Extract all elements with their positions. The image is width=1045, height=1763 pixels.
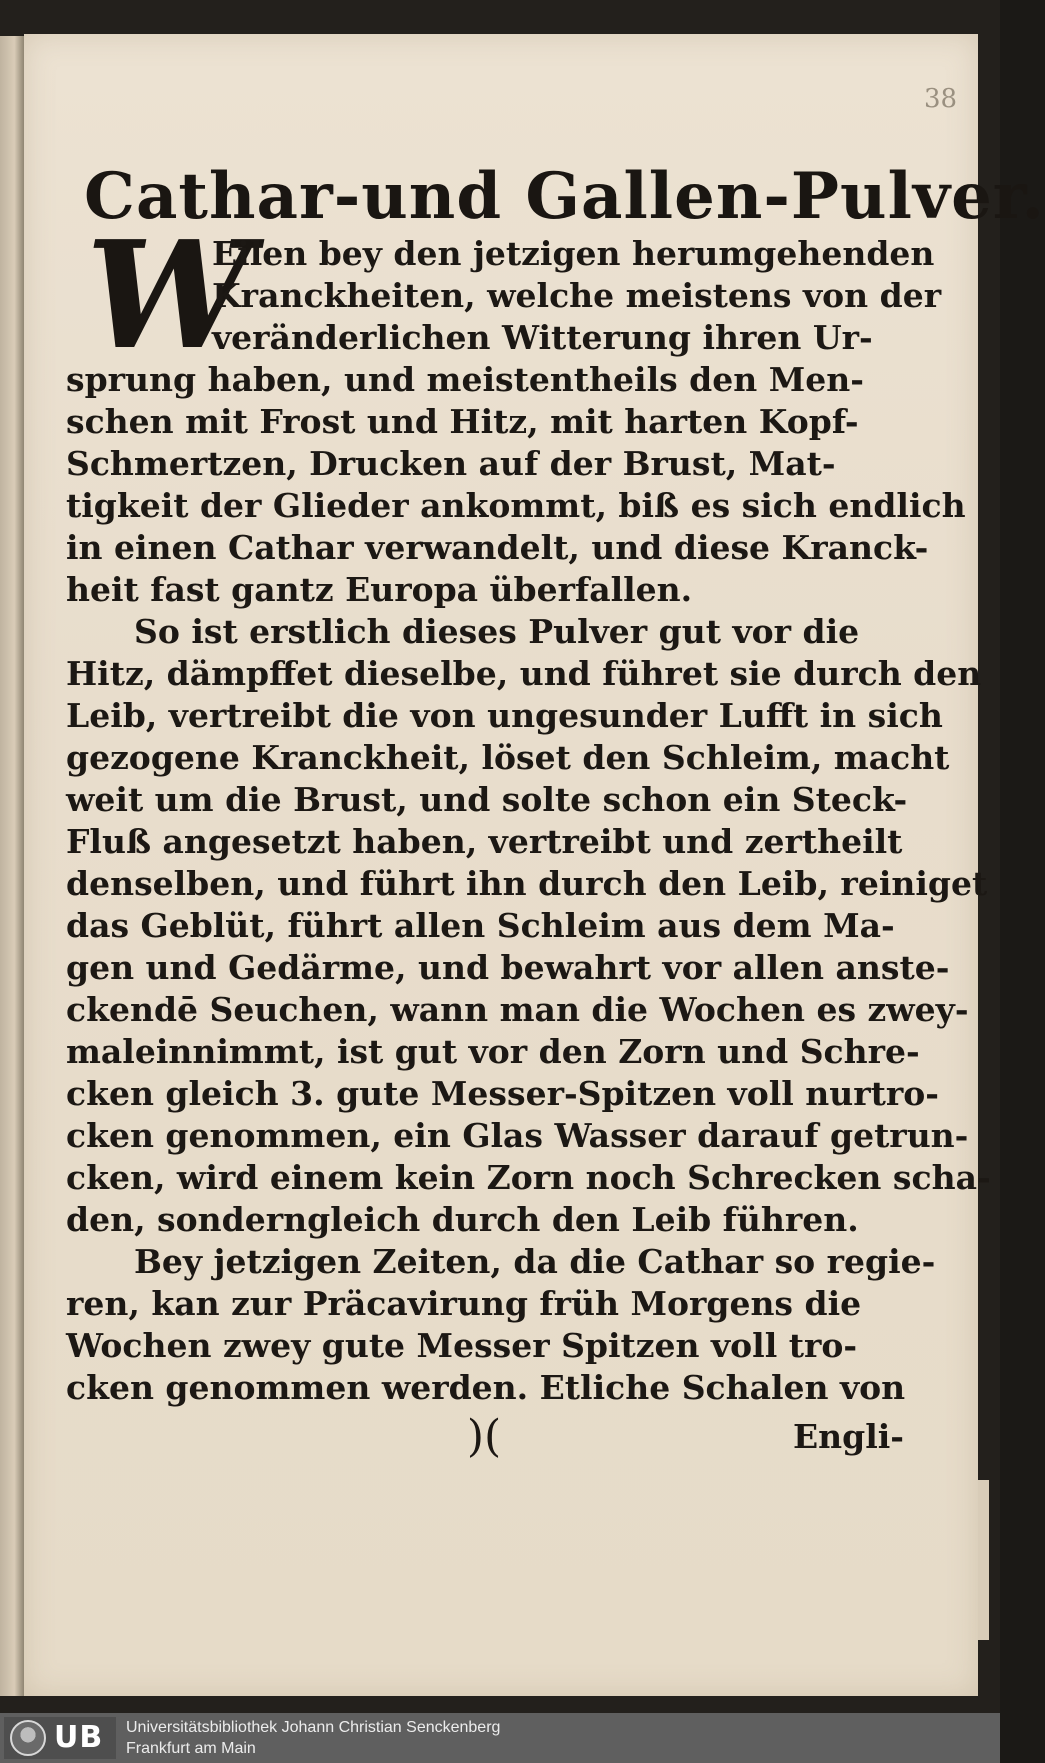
text-line: weit um die Brust, und solte schon ein Steck- — [66, 780, 908, 819]
text-line: schen mit Frost und Hitz, mit harten Kopf- — [66, 402, 859, 441]
text-line: heit fast gantz Europa überfallen. — [66, 570, 693, 609]
institution-line-2: Frankfurt am Main — [126, 1740, 256, 1757]
text-line: Fluß angesetzt haben, vertreibt und zertheilt — [66, 822, 903, 861]
text-line: maleinnimmt, ist gut vor den Zorn und Schre- — [66, 1032, 920, 1071]
seal-icon — [10, 1720, 46, 1756]
facing-page-edge — [0, 36, 24, 1696]
text-line: Eilen bey den jetzigen herumgehenden — [212, 234, 935, 273]
text-line: Wochen zwey gute Messer Spitzen voll tro- — [66, 1326, 858, 1365]
text-line: veränderlichen Witterung ihren Ur- — [212, 318, 873, 357]
catchword: Engli- — [793, 1417, 904, 1456]
text-line: Bey jetzigen Zeiten, da die Cathar so regie- — [134, 1242, 936, 1281]
text-line: ren, kan zur Präcavirung früh Morgens die — [66, 1284, 862, 1323]
text-line: gen und Gedärme, und bewahrt vor allen anste- — [66, 948, 950, 987]
text-line: gezogene Kranckheit, löset den Schleim, macht — [66, 738, 950, 777]
text-line: So ist erstlich dieses Pulver gut vor die — [134, 612, 860, 651]
document-page — [24, 34, 1045, 1696]
library-logo[interactable] — [4, 1717, 116, 1759]
text-line: Kranckheiten, welche meistens von der — [212, 276, 942, 315]
text-line: denselben, und führt ihn durch den Leib, reiniget — [66, 864, 988, 903]
text-line: sprung haben, und meistentheils den Men- — [66, 360, 864, 399]
institution-name — [126, 1717, 986, 1761]
logo-text: UB — [54, 1720, 104, 1755]
text-line: Leib, vertreibt die von ungesunder Lufft in sich — [66, 696, 943, 735]
institution-line-1: Universitätsbibliothek Johann Christian Senckenberg — [126, 1719, 501, 1736]
page-title: Cathar-und Gallen-Pulver. — [84, 159, 1045, 234]
text-line: cken gleich 3. gute Messer-Spitzen voll nurtro- — [66, 1074, 940, 1113]
text-line: cken, wird einem kein Zorn noch Schrecken scha- — [66, 1158, 991, 1197]
text-line: Hitz, dämpffet dieselbe, und führet sie durch den — [66, 654, 982, 693]
text-line: Schmertzen, Drucken auf der Brust, Mat- — [66, 444, 836, 483]
text-line: tigkeit der Glieder ankommt, biß es sich endlich — [66, 486, 966, 525]
text-line: cken genommen, ein Glas Wasser darauf getrun- — [66, 1116, 969, 1155]
text-line: ckendē Seuchen, wann man die Wochen es zwey- — [66, 990, 969, 1029]
text-line: cken genommen werden. Etliche Schalen von — [66, 1368, 906, 1407]
drop-initial: W — [86, 208, 253, 382]
folio-number: 38 — [924, 84, 958, 114]
signature-mark: )( — [466, 1411, 502, 1462]
text-line: in einen Cathar verwandelt, und diese Kranck- — [66, 528, 929, 567]
text-line: das Geblüt, führt allen Schleim aus dem Ma- — [66, 906, 895, 945]
text-line: den, sonderngleich durch den Leib führen. — [66, 1200, 859, 1239]
footer-bar — [0, 1713, 1000, 1763]
